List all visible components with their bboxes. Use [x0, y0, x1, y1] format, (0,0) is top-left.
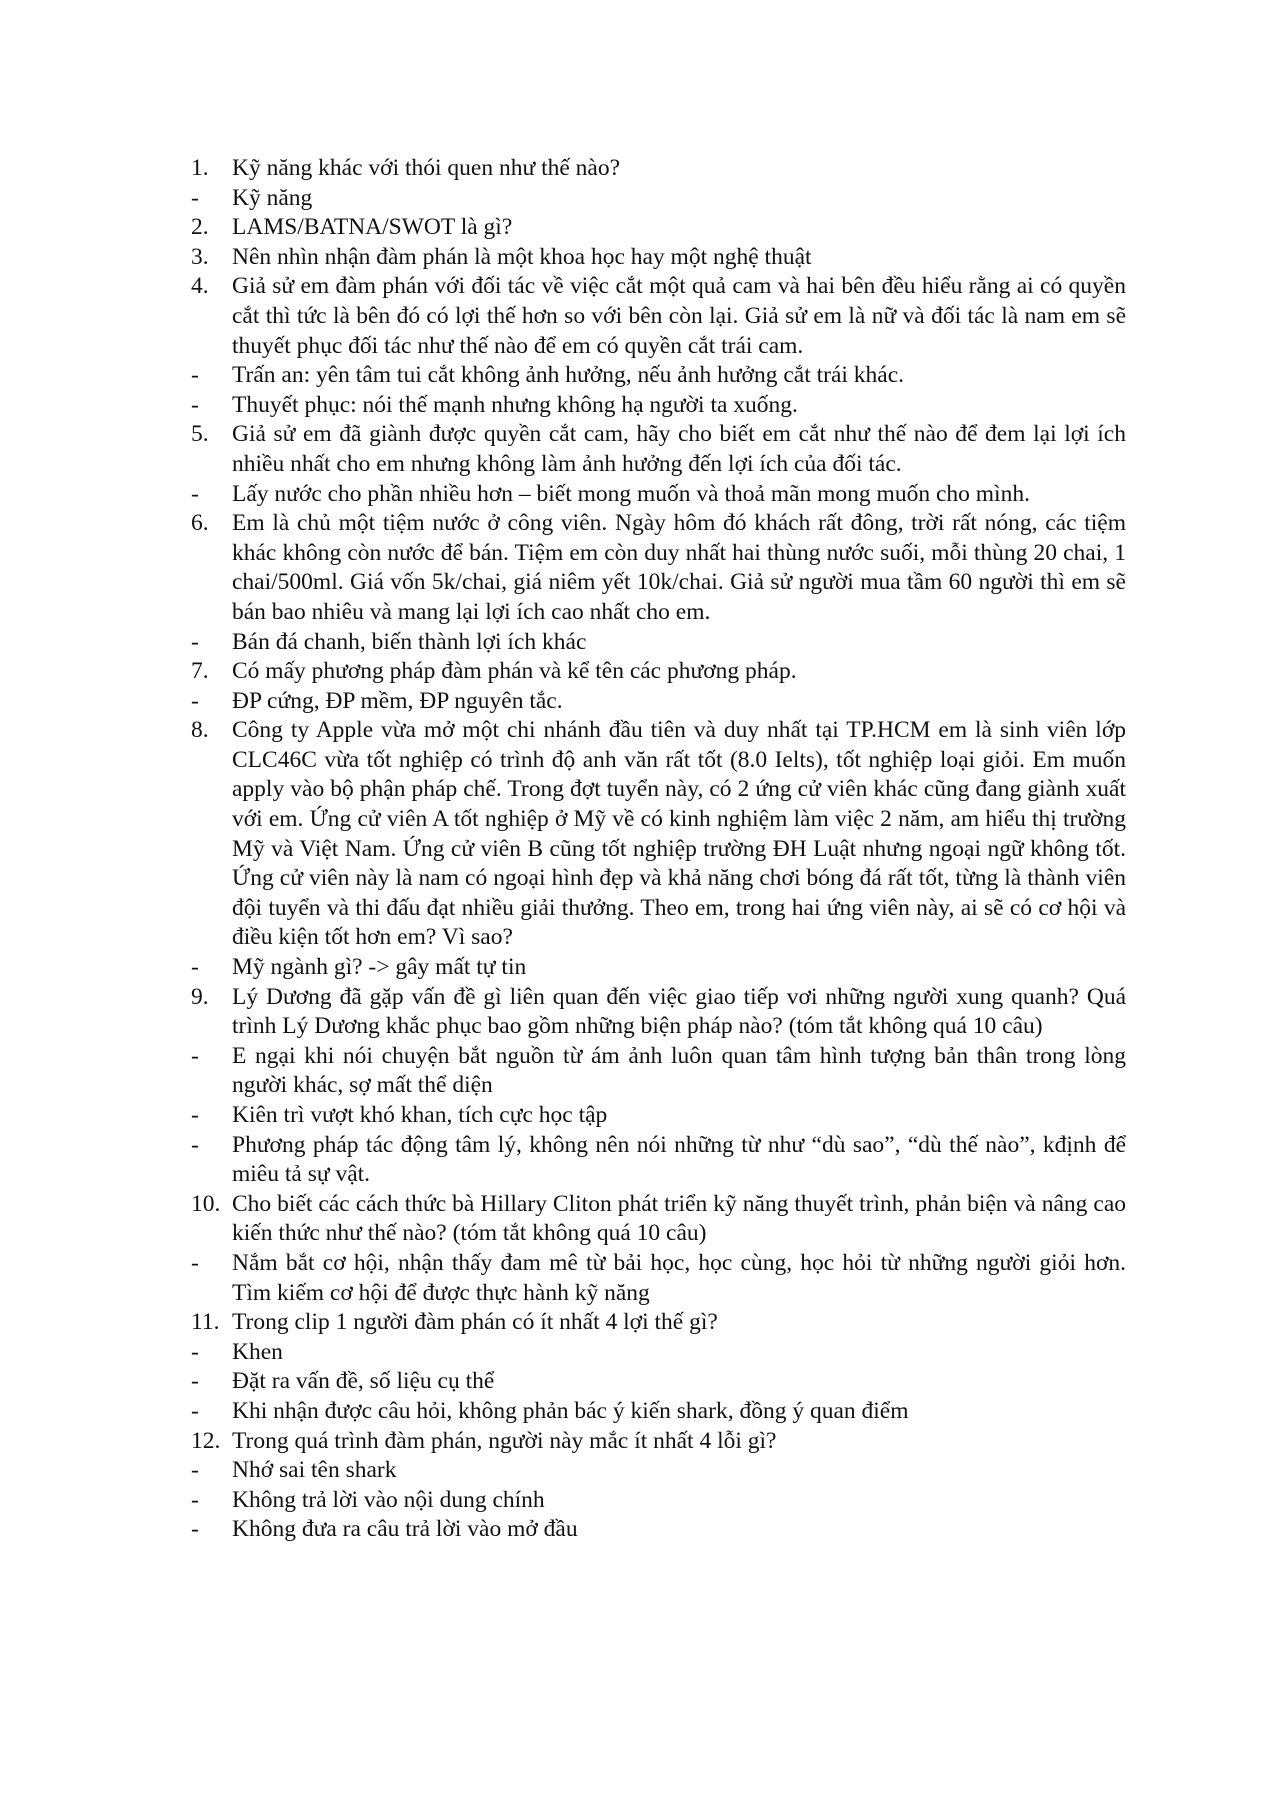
question-number: 5.: [191, 421, 209, 448]
answer-text: Đặt ra vấn đề, số liệu cụ thể: [232, 1368, 495, 1395]
question-item: [191, 1308, 1126, 1338]
answer-item: [191, 1101, 1126, 1131]
answer-bullet: -: [191, 391, 199, 418]
question-item: [191, 509, 1126, 627]
answer-item: [191, 361, 1126, 391]
answer-text: Kiên trì vượt khó khan, tích cực học tập: [232, 1102, 608, 1128]
answer-bullet: -: [191, 1102, 199, 1128]
answer-bullet: -: [191, 1516, 199, 1543]
question-number: 1.: [191, 155, 209, 181]
answer-item: [191, 391, 1126, 421]
question-number: 9.: [191, 983, 209, 1010]
answer-bullet: -: [191, 1131, 199, 1158]
answer-text: Trấn an: yên tâm tui cắt không ảnh hưởng, nếu ảnh hưởng cắt trái khác.: [232, 362, 905, 389]
question-number: 2.: [191, 214, 209, 241]
answer-item: [191, 1367, 1126, 1397]
answer-item: [191, 480, 1126, 510]
answer-text: Không đưa ra câu trả lời vào mở đầu: [232, 1516, 578, 1543]
question-text: Lý Dương đã gặp vấn đề gì liên quan đến việc giao tiếp vơi những người xung quanh? Quá trình Lý Dương khắc phục bao gồm những biện pháp nào? (tóm tắt không quá 10 câu): [232, 983, 1126, 1040]
question-item: [191, 1427, 1126, 1457]
answer-bullet: -: [191, 1368, 199, 1395]
question-item: [191, 272, 1126, 361]
document-body: [191, 154, 1126, 1545]
question-item: [191, 1190, 1126, 1249]
answer-bullet: -: [191, 687, 199, 714]
question-number: 8.: [191, 717, 209, 744]
answer-item: [191, 1397, 1126, 1427]
answer-item: [191, 953, 1126, 983]
answer-bullet: -: [191, 184, 199, 211]
answer-bullet: -: [191, 628, 199, 655]
question-number: 11.: [191, 1309, 220, 1336]
question-text: LAMS/BATNA/SWOT là gì?: [232, 214, 513, 241]
question-number: 4.: [191, 273, 209, 300]
answer-bullet: -: [191, 1486, 199, 1513]
question-number: 12.: [191, 1427, 221, 1454]
answer-text: Kỹ năng: [232, 184, 313, 211]
question-number: 10.: [191, 1190, 221, 1217]
question-text: Giả sử em đàm phán với đối tác về việc cắt một quả cam và hai bên đều hiểu rằng ai có quyền cắt thì tức là bên đó có lợi thế hơn so với bên còn lại. Giả sử em là nữ và đối tác là nam em sẽ thuyết phục đối tác như thế nào để em có quyền cắt trái cam.: [232, 273, 1126, 359]
question-text: Trong clip 1 người đàm phán có ít nhất 4 lợi thế gì?: [232, 1309, 718, 1336]
answer-bullet: -: [191, 1338, 199, 1365]
answer-item: [191, 1042, 1126, 1101]
answer-item: [191, 1456, 1126, 1486]
question-text: Nên nhìn nhận đàm phán là một khoa học hay một nghệ thuật: [232, 243, 812, 270]
answer-text: Mỹ ngành gì? -> gây mất tự tin: [232, 954, 527, 981]
question-item: [191, 154, 1126, 184]
answer-item: [191, 1249, 1126, 1308]
answer-item: [191, 184, 1126, 214]
answer-text: Nắm bắt cơ hội, nhận thấy đam mê từ bải học, học cùng, học hỏi từ những người giỏi hơn. Tìm kiếm cơ hội để được thực hành kỹ năng: [232, 1249, 1126, 1306]
answer-bullet: -: [191, 1249, 199, 1276]
question-item: [191, 420, 1126, 479]
answer-bullet: -: [191, 954, 199, 981]
question-text: Trong quá trình đàm phán, người này mắc ít nhất 4 lỗi gì?: [232, 1427, 777, 1454]
answer-text: Khen: [232, 1338, 283, 1365]
answer-bullet: -: [191, 1397, 199, 1424]
question-item: [191, 243, 1126, 273]
answer-text: E ngại khi nói chuyện bắt nguồn từ ám ảnh luôn quan tâm hình tượng bản thân trong lòng người khác, sợ mất thể diện: [232, 1042, 1126, 1099]
question-number: 7.: [191, 658, 209, 685]
question-item: [191, 657, 1126, 687]
question-text: Kỹ năng khác với thói quen như thế nào?: [232, 155, 621, 181]
answer-item: [191, 1515, 1126, 1545]
question-text: Có mấy phương pháp đàm phán và kể tên các phương pháp.: [232, 658, 797, 685]
answer-text: Lấy nước cho phần nhiều hơn – biết mong muốn và thoả mãn mong muốn cho mình.: [232, 480, 1030, 507]
answer-bullet: -: [191, 362, 199, 389]
answer-text: Bán đá chanh, biến thành lợi ích khác: [232, 628, 587, 655]
answer-text: Nhớ sai tên shark: [232, 1457, 397, 1484]
question-item: [191, 983, 1126, 1042]
answer-text: ĐP cứng, ĐP mềm, ĐP nguyên tắc.: [232, 687, 563, 714]
answer-text: Phương pháp tác động tâm lý, không nên nói những từ như “dù sao”, “dù thế nào”, kđịnh để miêu tả sự vật.: [232, 1131, 1126, 1188]
question-text: Công ty Apple vừa mở một chi nhánh đầu tiên và duy nhất tại TP.HCM em là sinh viên lớp CLC46C vừa tốt nghiệp có trình độ anh văn rất tốt (8.0 Ielts), tốt nghiệp loại giỏi. Em muốn apply vào bộ phận pháp chế. Trong đợt tuyển này, có 2 ứng cử viên khác cũng đang giành xuất với em. Ứng cử viên A tốt nghiệp ở Mỹ về có kinh nghiệm làm việc 2 năm, am hiểu thị trường Mỹ và Việt Nam. Ứng cử viên B cũng tốt nghiệp trường ĐH Luật nhưng ngoại ngữ không tốt. Ứng cử viên này là nam có ngoại hình đẹp và khả năng chơi bóng đá rất tốt, từng là thành viên đội tuyển và thi đấu đạt nhiều giải thưởng. Theo em, trong hai ứng viên này, ai sẽ có cơ hội và điều kiện tốt hơn em? Vì sao?: [232, 717, 1126, 951]
answer-item: [191, 628, 1126, 658]
answer-bullet: -: [191, 480, 199, 507]
question-text: Em là chủ một tiệm nước ở công viên. Ngày hôm đó khách rất đông, trời rất nóng, các tiệm khác không còn nước để bán. Tiệm em còn duy nhất hai thùng nước suối, mỗi thùng 20 chai, 1 chai/500ml. Giá vốn 5k/chai, giá niêm yết 10k/chai. Giả sử người mua tầm 60 người thì em sẽ bán bao nhiêu và mang lại lợi ích cao nhất cho em.: [232, 510, 1126, 625]
question-item: [191, 716, 1126, 953]
answer-item: [191, 1131, 1126, 1190]
answer-text: Khi nhận được câu hỏi, không phản bác ý kiến shark, đồng ý quan điểm: [232, 1397, 909, 1424]
question-number: 3.: [191, 243, 209, 270]
answer-item: [191, 1338, 1126, 1368]
question-item: [191, 213, 1126, 243]
answer-item: [191, 687, 1126, 717]
answer-bullet: -: [191, 1457, 199, 1484]
question-text: Giả sử em đã giành được quyền cắt cam, hãy cho biết em cắt như thế nào để đem lại lợi ích nhiều nhất cho em nhưng không làm ảnh hưởng đến lợi ích của đối tác.: [232, 421, 1126, 477]
answer-text: Thuyết phục: nói thế mạnh nhưng không hạ người ta xuống.: [232, 391, 798, 418]
question-number: 6.: [191, 510, 209, 537]
answer-item: [191, 1486, 1126, 1516]
question-text: Cho biết các cách thức bà Hillary Cliton phát triển kỹ năng thuyết trình, phản biện và nâng cao kiến thức như thế nào? (tóm tắt không quá 10 câu): [232, 1190, 1126, 1247]
answer-text: Không trả lời vào nội dung chính: [232, 1486, 545, 1513]
answer-bullet: -: [191, 1042, 199, 1069]
